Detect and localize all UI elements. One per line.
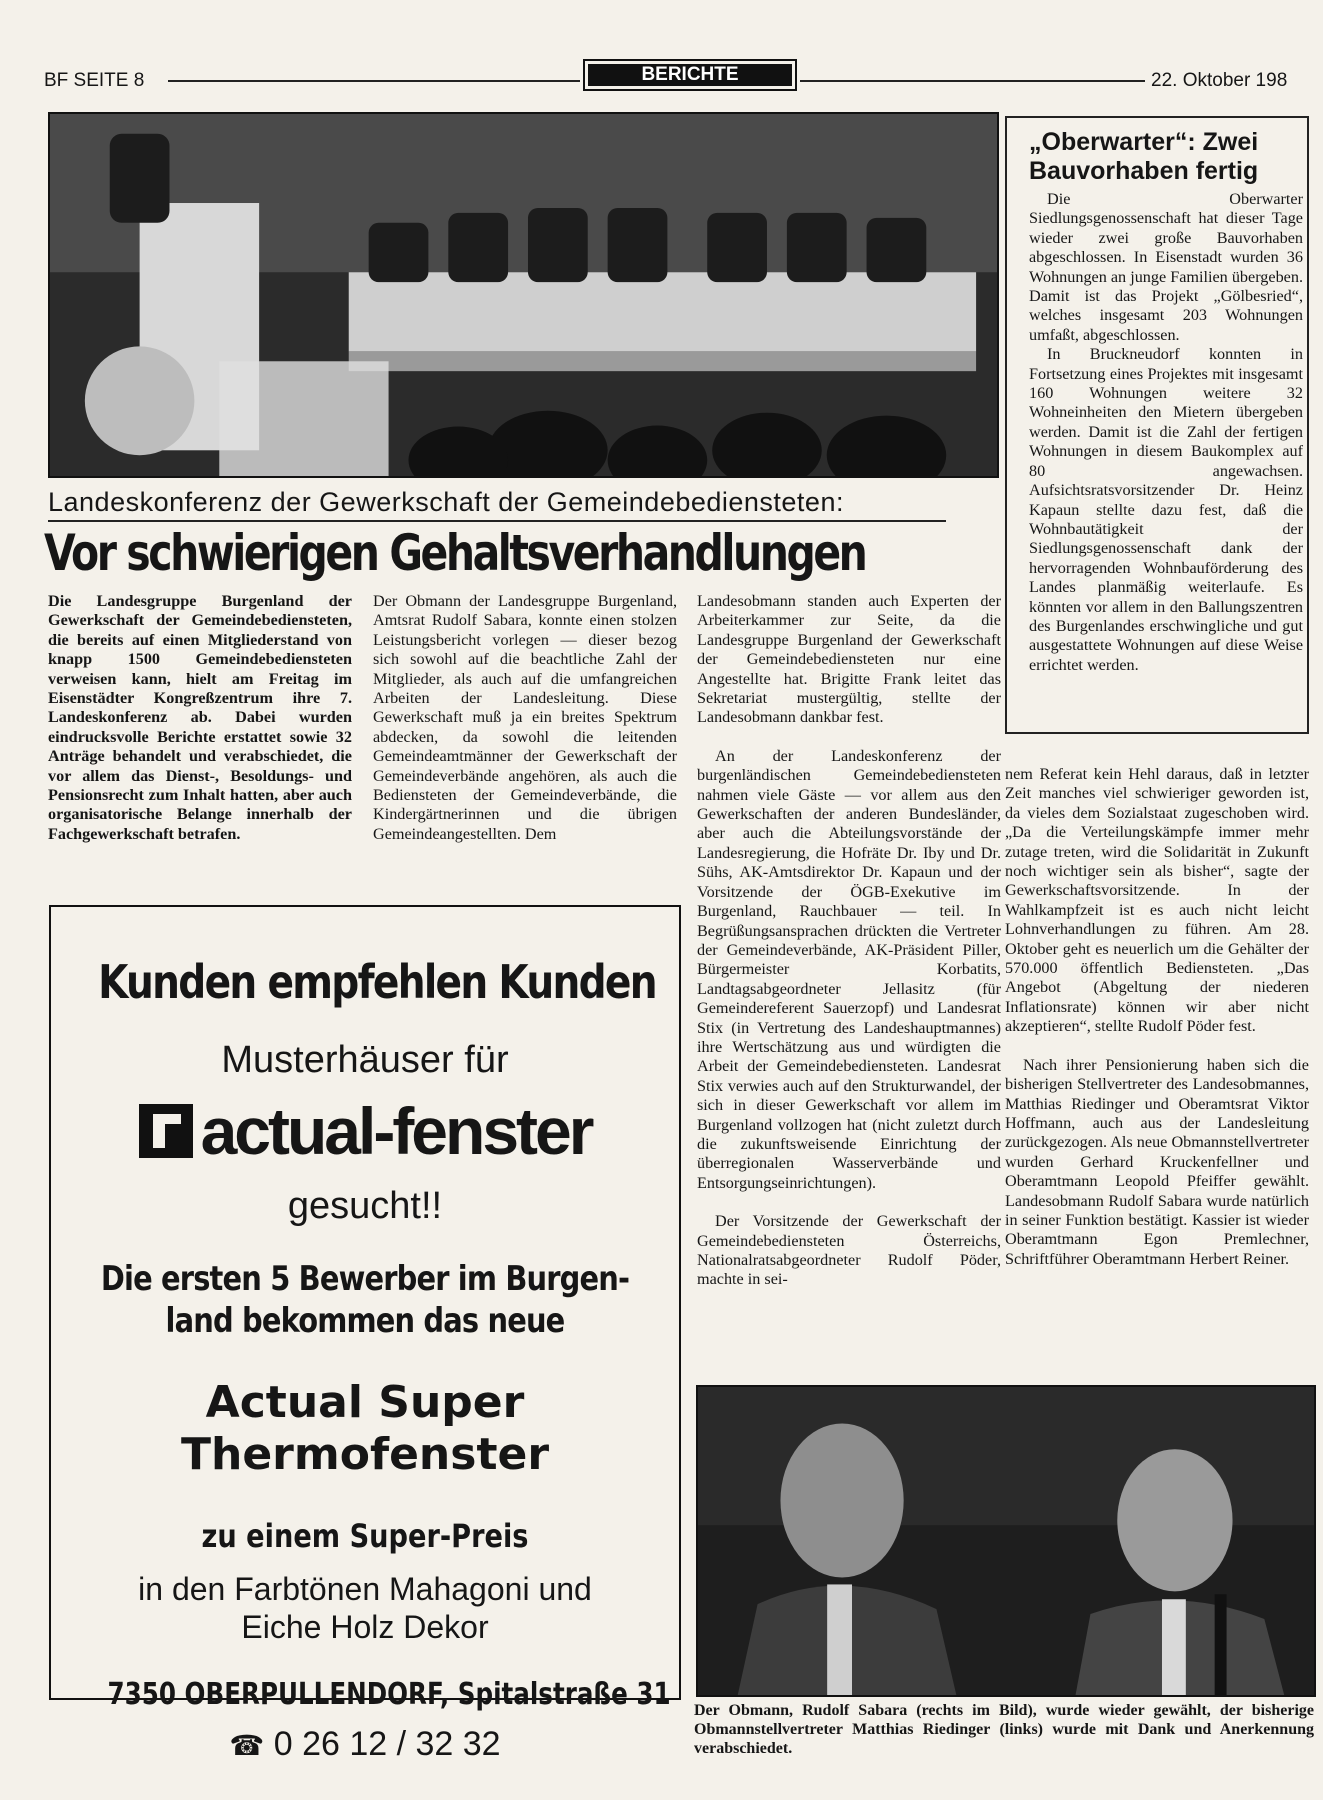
article-column-2 xyxy=(373,592,677,844)
issue-date: 22. Oktober 198 xyxy=(1151,70,1288,91)
column-3-paragraph-2: An der Landeskonferenz der burgenländischen Gemeindebediensteten nahmen viele Gäste — vor allem aus den Gewerkschaften der anderen Bundesländer, aber auch die Abteilungsvorstände der Landesregierung, die Hofräte Dr. Iby und Dr. Sühs, AK-Amtsdirektor Dr. Kapaun und der Vorsitzende der ÖGB-Exekutive im Burgenland, Rauchbauer — teil. In Begrüßungsansprachen drückten die Vertreter der Gemeindeverbände, AK-Präsident Piller, Bürgermeister Korbatits, Landtagsabgeordneter Jellasitz (für Gemeindereferent Sauerzopf) und Landesrat Stix (in Vertretung des Landeshauptmannes) ihre Wertschätzung aus und würdigten die Arbeit der Gemeindebediensteten. Landesrat Stix verwies auch auf den Strukturwandel, der sich in dieser Gewerkschaft vor allem im Burgenland vollzogen hat (nicht zuletzt durch die zukunftsweisende Einrichtung der überregionalen Wasserverbände und Entsorgungseinrichtungen). xyxy=(697,746,1001,1192)
lead-paragraph: Die Landesgruppe Burgenland der Gewerkschaft der Gemeindebediensteten, die bereits auf einen Mitgliederstand von knapp 1500 Gemeindebediensteten verweisen kann, hielt am Freitag im Eisenstädter Kongreßzentrum ihre 7. Landeskonferenz ab. Dabei wurden eindrucksvolle Berichte erstattet sowie 32 Anträge behandelt und verabschiedet, die vor allem das Dienst-, Besoldungs- und Pensionsrecht zum Inhalt hatten, aber auch organisatorische Belange innerhalb der Fachgewerkschaft betrafen. xyxy=(48,592,352,843)
header-rule-right xyxy=(800,80,1145,82)
ad-brand-name: actual-fenster xyxy=(200,1094,592,1168)
article-headline: Vor schwierigen Gehaltsverhandlungen xyxy=(44,524,866,582)
ad-product-line-2: Thermofenster xyxy=(180,1429,550,1480)
article-column-3 xyxy=(697,592,1001,1290)
ad-brand xyxy=(51,1093,679,1169)
ad-phone xyxy=(51,1725,679,1764)
section-label: BERICHTE xyxy=(588,64,792,86)
brand-logo-icon xyxy=(139,1104,193,1158)
sidebar-title: „Oberwarter“: Zwei Bauvorhaben fertig xyxy=(1029,128,1259,185)
advertisement xyxy=(49,905,681,1763)
ad-product-line-1: Actual Super xyxy=(205,1377,525,1428)
article-column-4 xyxy=(1005,765,1309,1269)
ad-wanted: gesucht!! xyxy=(287,1185,443,1227)
sidebar-article xyxy=(1005,116,1309,734)
ad-offer-line-2: land bekommen das neue xyxy=(165,1301,565,1341)
photo-caption: Der Obmann, Rudolf Sabara (rechts im Bild), wurde wieder gewählt, der bisherige Obmannstellvertreter Matthias Riedinger (links) wurde mit Dank und Anerkennung verabschiedet. xyxy=(694,1702,1314,1757)
ad-colors-line-2: Eiche Holz Dekor xyxy=(241,1609,489,1645)
column-2-paragraph: Der Obmann der Landesgruppe Burgenland, Amtsrat Rudolf Sabara, konnte einen stolzen Leistungsbericht vorlegen — dieser bezog sich sowohl auf die beachtliche Zahl der Mitglieder, als auch auf die umfangreichen Arbeiten der Landesleitung. Diese Gewerkschaft muß ja ein breites Spektrum abdecken, da sowohl die leitenden Gemeindeamtmänner der Gewerkschaft der Gemeindeverbände angehören, als auch die Bediensteten der Gemeindeverbände, die Kindergärtnerinnen und die übrigen Gemeindeangestellten. Dem xyxy=(373,592,677,843)
conference-photo xyxy=(48,112,999,478)
telephone-icon: ☎ xyxy=(229,1730,265,1761)
header-rule-left xyxy=(168,80,580,82)
ad-headline: Kunden empfehlen Kunden xyxy=(98,955,656,1009)
column-3-paragraph-3: Der Vorsitzende der Gewerkschaft der Gemeindebediensteten Österreichs, Nationalratsabgeordneter Rudolf Pöder, machte in sei- xyxy=(697,1212,1001,1289)
ad-price: zu einem Super-Preis xyxy=(201,1517,529,1555)
sidebar-paragraph-1: Die Oberwarter Siedlungsgenossenschaft hat dieser Tage wieder zwei große Bauvorhaben abgeschlossen. In Eisenstadt wurden 36 Wohnungen an junge Familien übergeben. Damit ist das Projekt „Gölbesried“, welches insgesamt 203 Wohnungen umfaßt, abgeschlossen. xyxy=(1029,190,1303,344)
column-4-paragraph-2: Nach ihrer Pensionierung haben sich die bisherigen Stellvertreter des Landesobmannes, Matthias Riedinger und Oberamtsrat Viktor Hoffmann, auch aus der Landesleitung zurückgezogen. Als neue Obmannstellvertreter wurden Gerhard Kruckenfellner und Oberamtmann Leopold Pfeiffer gewählt. Landesobmann Rudolf Sabara wurde natürlich in seiner Funktion bestätigt. Kassier ist wieder Oberamtmann Egon Premlechner, Schriftführer Oberamtmann Herbert Reiner. xyxy=(1005,1055,1309,1268)
ad-address: 7350 OBERPULLENDORF, Spitalstraße 31 xyxy=(107,1677,671,1712)
section-badge xyxy=(583,59,797,91)
ad-offer-line-1: Die ersten 5 Bewerber im Burgen- xyxy=(100,1259,630,1299)
page-label: BF SEITE 8 xyxy=(44,70,145,91)
portrait-photo-image xyxy=(698,1387,1314,1695)
article-lead xyxy=(48,592,352,844)
article-kicker: Landeskonferenz der Gewerkschaft der Gemeindebediensteten: xyxy=(48,487,946,522)
ad-phone-number: 0 26 12 / 32 32 xyxy=(273,1725,501,1763)
column-3-paragraph-1: Landesobmann standen auch Experten der Arbeiterkammer zur Seite, da die Landesgruppe Burgenland der Gewerkschaft der Gemeindebediensteten nur eine Angestellte hat. Brigitte Frank leitet das Sekretariat mustergültig, stellte der Landesobmann dankbar fest. xyxy=(697,592,1001,727)
ad-colors-line-1: in den Farbtönen Mahagoni und xyxy=(138,1571,592,1607)
conference-photo-image xyxy=(50,114,997,476)
column-4-paragraph-1: nem Referat kein Hehl daraus, daß in letzter Zeit manches viel schwieriger geworden ist, da vieles dem Sozialstaat zugeschoben wird. „Da die Verteilungskämpfe immer mehr zutage treten, wird die Solidarität in Zukunft noch wichtiger sein als bisher“, sagte der Gewerkschaftsvorsitzende. In der Wahlkampfzeit ist es auch nicht leicht Lohnverhandlungen zu führen. Am 28. Oktober geht es neuerlich um die Gehälter der 570.000 öffentlich Bediensteten. „Das Angebot (Abgeltung der niederen Inflationsrate) können wir aber nicht akzeptieren“, stellte Rudolf Pöder fest. xyxy=(1005,765,1309,1036)
ad-subheadline: Musterhäuser für xyxy=(221,1039,509,1081)
sidebar-body xyxy=(1029,190,1303,675)
sidebar-paragraph-2: In Bruckneudorf konnten in Fortsetzung eines Projektes mit insgesamt 160 Wohnungen weitere 32 Wohneinheiten den Mietern übergeben werden. Damit ist die Zahl der fertigen Wohnungen in diesem Baukomplex auf 80 angewachsen. Aufsichtsratsvorsitzender Dr. Heinz Kapaun stellte dazu fest, daß die Wohnbautätigkeit der Siedlungsgenossenschaft dank der hervorragenden Wohnbauförderung des Landes planmäßig weiterlaufe. Es könnten vor allem in den Ballungszentren des Burgenlandes erschwingliche und gut ausgestattete Wohnungen auf diese Weise errichtet werden. xyxy=(1029,345,1303,674)
portrait-photo xyxy=(696,1385,1316,1697)
